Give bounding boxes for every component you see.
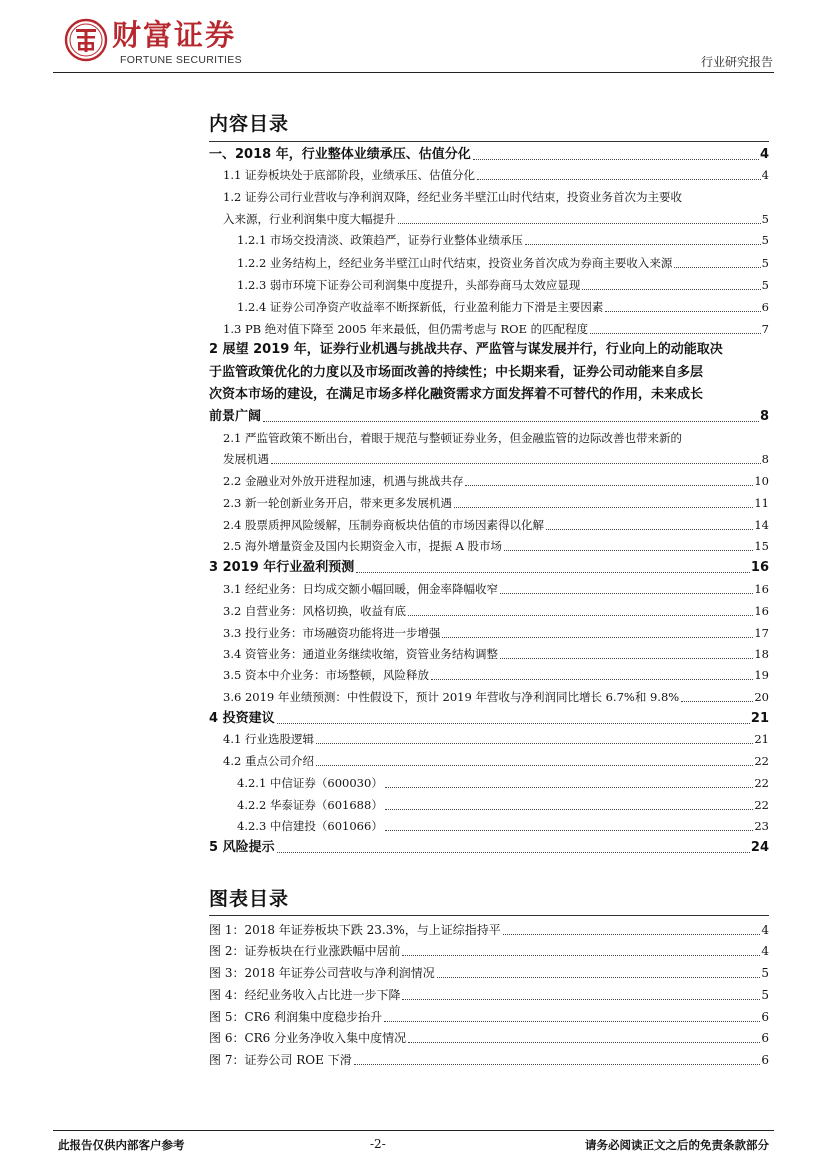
toc-entry[interactable]: 5 风险提示 24 <box>209 840 769 855</box>
toc-entry[interactable]: 2.2 金融业对外放开进程加速，机遇与挑战共存 10 <box>223 474 769 488</box>
toc-title-rule <box>209 141 769 142</box>
toc-entry-line[interactable]: 2.1 严监管政策不断出台，着眼于规范与整顿证券业务，但金融监管的边际改善也带来新的 <box>223 431 682 445</box>
toc-entry-line[interactable]: 于监管政策优化的力度以及市场面改善的持续性；中长期来看，证券公司动能来自多层 <box>209 365 704 380</box>
toc-entry[interactable]: 3.6 2019 年业绩预测：中性假设下，预计 2019 年营收与净利润同比增长 6.7%和 9.8% 20 <box>223 690 769 704</box>
footer-divider <box>53 1130 774 1131</box>
toc-entry[interactable]: 1.2.3 弱市环境下证券公司利润集中度提升，头部券商马太效应显现 5 <box>237 278 769 292</box>
figure-entry[interactable]: 图 3：2018 年证券公司营收与净利润情况 5 <box>209 966 769 980</box>
toc-entry[interactable]: 3.3 投行业务：市场融资功能将进一步增强 17 <box>223 626 769 640</box>
logo-text-cn: 财富证券 <box>112 18 237 52</box>
toc-entry[interactable]: 4 投资建议 21 <box>209 711 769 726</box>
toc-entry[interactable]: 一、2018 年，行业整体业绩承压、估值分化 4 <box>209 147 769 162</box>
toc-entry[interactable]: 4.2.1 中信证券（600030） 22 <box>237 776 769 790</box>
toc-entry-line[interactable]: 2 展望 2019 年，证券行业机遇与挑战共存、严监管与谋发展并行，行业向上的动能取决 <box>209 342 723 357</box>
header-divider <box>53 72 774 73</box>
toc-entry[interactable]: 3 2019 年行业盈利预测 16 <box>209 560 769 575</box>
logo-text-en: FORTUNE SECURITIES <box>120 54 242 66</box>
toc-entry[interactable]: 1.2.4 证券公司净资产收益率不断探新低，行业盈利能力下滑是主要因素 6 <box>237 300 769 314</box>
toc-entry[interactable]: 1.2.2 业务结构上，经纪业务半壁江山时代结束，投资业务首次成为券商主要收入来源 5 <box>237 256 769 270</box>
toc-entry[interactable]: 1.2.1 市场交投清淡、政策趋严，证券行业整体业绩承压 5 <box>237 233 769 247</box>
toc-entry-line[interactable]: 1.2 证券公司行业营收与净利润双降，经纪业务半壁江山时代结束，投资业务首次为主要收 <box>223 190 682 204</box>
logo-mark <box>64 18 108 62</box>
figure-entry[interactable]: 图 5：CR6 利润集中度稳步抬升 6 <box>209 1010 769 1024</box>
figure-entry[interactable]: 图 4：经纪业务收入占比进一步下降 5 <box>209 988 769 1002</box>
toc-entry[interactable]: 4.1 行业选股逻辑 21 <box>223 732 769 746</box>
figure-entry[interactable]: 图 1：2018 年证券板块下跌 23.3%，与上证综指持平 4 <box>209 923 769 937</box>
figures-title-rule <box>209 915 769 916</box>
toc-entry[interactable]: 2.5 海外增量资金及国内长期资金入市，提振 A 股市场 15 <box>223 539 769 553</box>
toc-entry[interactable]: 1.1 证券板块处于底部阶段，业绩承压、估值分化 4 <box>223 168 769 182</box>
figures-title: 图表目录 <box>209 888 290 910</box>
toc-entry-line[interactable]: 次资本市场的建设，在满足市场多样化融资需求方面发挥着不可替代的作用，未来成长 <box>209 387 704 402</box>
footer-disclaimer: 请务必阅读正文之后的免责条款部分 <box>585 1138 769 1152</box>
toc-entry[interactable]: 3.5 资本中介业务：市场整顿，风险释放 19 <box>223 668 769 682</box>
figure-entry[interactable]: 图 7：证券公司 ROE 下滑 6 <box>209 1053 769 1067</box>
toc-entry[interactable]: 3.4 资管业务：通道业务继续收缩，资管业务结构调整 18 <box>223 647 769 661</box>
footer-notice: 此报告仅供内部客户参考 <box>58 1138 185 1152</box>
toc-entry[interactable]: 3.1 经纪业务：日均成交额小幅回暖，佣金率降幅收窄 16 <box>223 582 769 596</box>
toc-entry[interactable]: 1.3 PB 绝对值下降至 2005 年来最低，但仍需考虑与 ROE 的匹配程度 7 <box>223 322 769 336</box>
toc-entry[interactable]: 前景广阔 8 <box>209 409 769 424</box>
toc-entry[interactable]: 3.2 自营业务：风格切换，收益有底 16 <box>223 604 769 618</box>
toc-entry[interactable]: 2.3 新一轮创新业务开启，带来更多发展机遇 11 <box>223 496 769 510</box>
report-type: 行业研究报告 <box>700 55 773 69</box>
toc-title: 内容目录 <box>209 113 290 135</box>
toc-entry[interactable]: 4.2.3 中信建投（601066） 23 <box>237 819 769 833</box>
page-number: -2- <box>370 1137 386 1151</box>
figure-entry[interactable]: 图 2：证券板块在行业涨跌幅中居前 4 <box>209 944 769 958</box>
toc-entry[interactable]: 发展机遇 8 <box>223 452 769 466</box>
toc-entry[interactable]: 入来源，行业利润集中度大幅提升 5 <box>223 212 769 226</box>
figure-entry[interactable]: 图 6：CR6 分业务净收入集中度情况 6 <box>209 1031 769 1045</box>
toc-entry[interactable]: 4.2.2 华泰证券（601688） 22 <box>237 798 769 812</box>
toc-entry[interactable]: 2.4 股票质押风险缓解，压制券商板块估值的市场因素得以化解 14 <box>223 518 769 532</box>
toc-entry[interactable]: 4.2 重点公司介绍 22 <box>223 754 769 768</box>
